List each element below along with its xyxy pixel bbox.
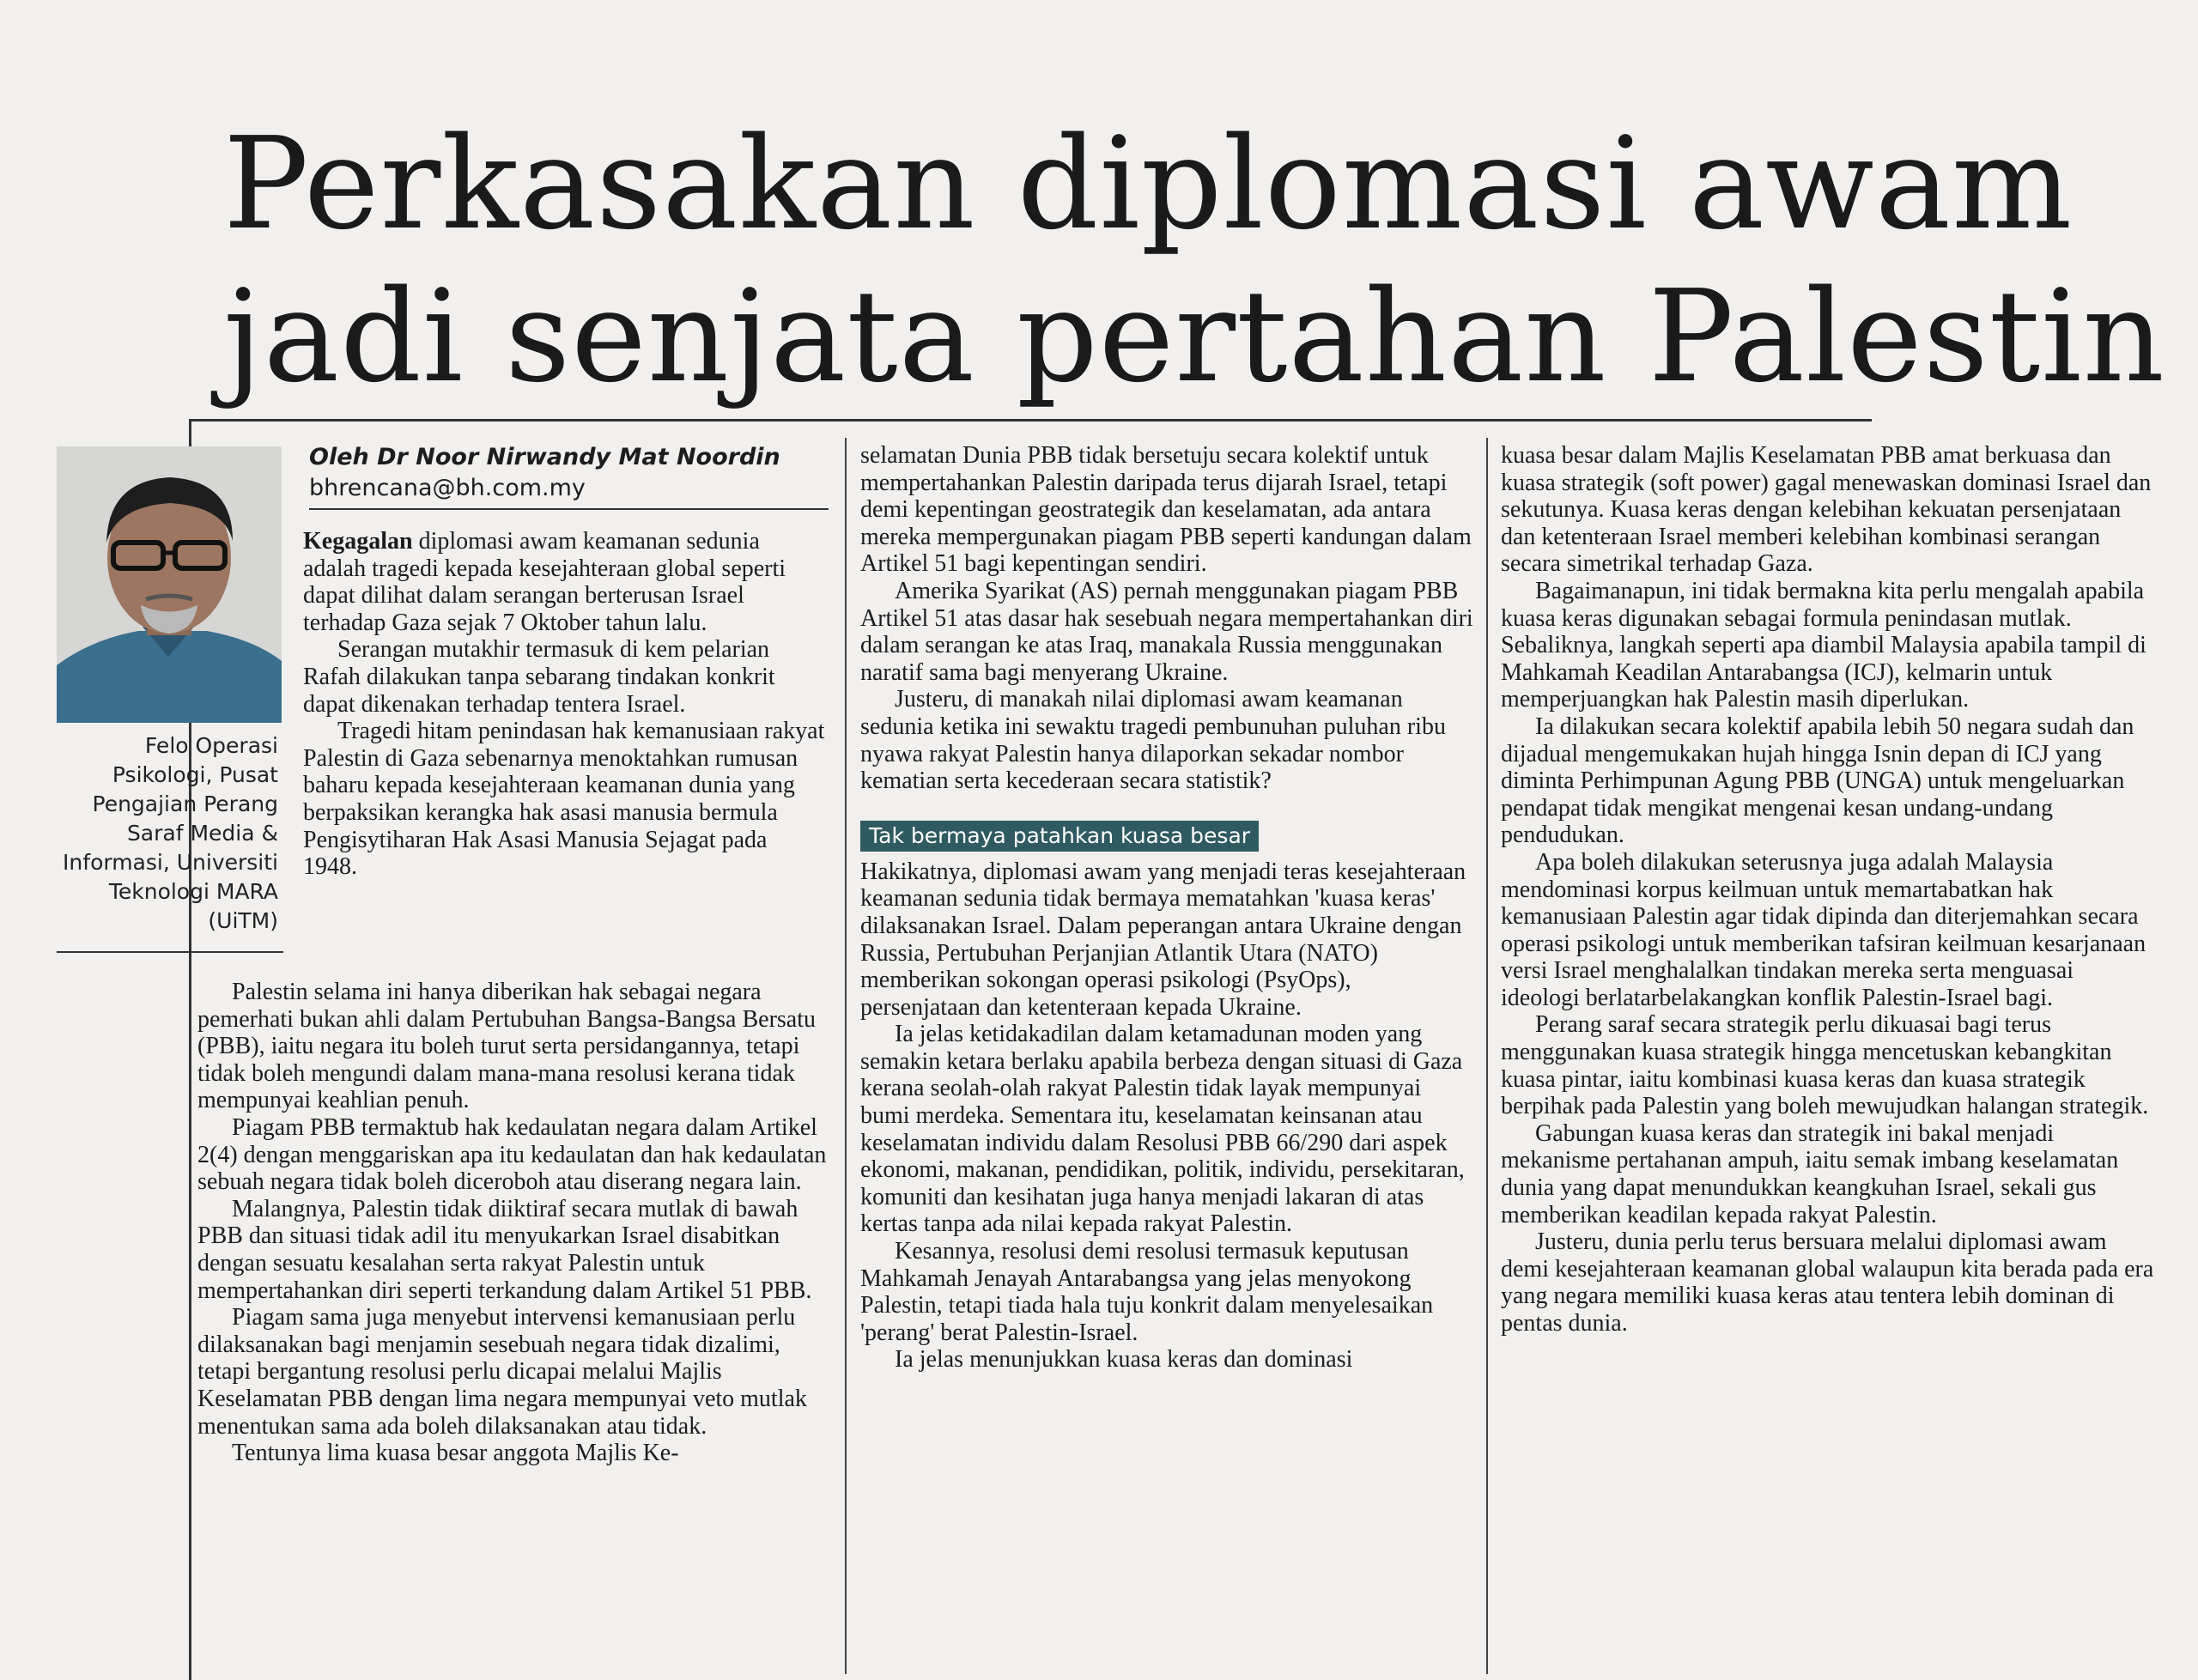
paragraph: Apa boleh dilakukan seterusnya juga adalah Malaysia mendominasi korpus keilmuan untuk memartabatkan hak kemanusiaan Palestin agar tidak dipinda dan diterjemahkan secara operasi psikologi untuk memberikan tafsiran keilmuan kesarjanaan versi Israel menghalalkan tindakan mereka serta menguasai ideologi berlatarbelakangkan konflik Palestin-Israel bagi.: [1501, 848, 2146, 1011]
paragraph: Piagam sama juga menyebut intervensi kemanusiaan perlu dilaksanakan bagi menjamin sesebuah negara tidak dizalimi, tetapi bergantung resolusi perlu dicapai melalui Majlis Keselamatan PBB dengan lima negara mempunyai veto mutlak menentukan sama ada boleh dilaksanakan atau tidak.: [197, 1304, 807, 1440]
paragraph: Ia dilakukan secara kolektif apabila lebih 50 negara sudah dan dijadual mengemukakan hujah hingga Isnin depan di ICJ yang diminta Perhimpunan Agung PBB (UNGA) untuk mengeluarkan pendapat tidak mengikat mengenai kesan undang-undang pendudukan.: [1501, 713, 2134, 849]
article-column-3: [1501, 442, 2155, 1678]
paragraph: Amerika Syarikat (AS) pernah menggunakan piagam PBB Artikel 51 atas dasar hak sesebuah negara mempertahankan diri dalam serangan ke atas Iraq, manakala Russia menggunakan naratif sama bagi menyerang Ukraine.: [860, 577, 1473, 686]
paragraph: selamatan Dunia PBB tidak bersetuju secara kolektif untuk mempertahankan Palestin daripada terus dijarah Israel, tetapi demi kepentingan geostrategik dan keselamatan, ada antara mereka mempergunakan piagam PBB seperti kandungan dalam Artikel 51 bagi kepentingan sendiri.: [860, 442, 1472, 578]
column-divider: [845, 438, 847, 1674]
headline-line-2: jadi senjata pertahan Palestin: [223, 263, 2165, 410]
author-portrait-photo: [57, 446, 282, 723]
paragraph: kuasa besar dalam Majlis Keselamatan PBB amat berkuasa dan kuasa strategik (soft power) gagal menewaskan dominasi Israel dan sekutunya. Kuasa keras dengan kelebihan kekuatan persenjataan dan ketenteraan Israel memberi kelebihan kombinasi serangan secara simetrikal terhadap Gaza.: [1501, 442, 2152, 578]
paragraph: Kesannya, resolusi demi resolusi termasuk keputusan Mahkamah Jenayah Antarabangsa yang jelas menyokong Palestin, tetapi tiada hala tuju konkrit dalam menyelesaikan 'perang' berat Palestin-Israel.: [860, 1238, 1434, 1346]
paragraph: Perang saraf secara strategik perlu dikuasai bagi terus menggunakan kuasa strategik hingga mencetuskan kebangkitan kuasa pintar, iaitu kombinasi kuasa keras dan kuasa strategik berpihak pada Palestin yang boleh mewujudkan halangan strategik.: [1501, 1011, 2149, 1120]
paragraph: Malangnya, Palestin tidak diiktiraf secara mutlak di bawah PBB dan situasi tidak adil itu menyukarkan Israel disabitkan dengan sesuatu kesalahan serta rakyat Palestin untuk mempertahankan diri seperti terkandung dalam Artikel 51 PBB.: [197, 1195, 812, 1304]
lead-word: Kegagalan: [303, 528, 413, 555]
paragraph: Serangan mutakhir termasuk di kem pelarian Rafah dilakukan tanpa sebarang tindakan konkrit dapat dikenakan terhadap tentera Israel.: [303, 636, 775, 718]
byline: [309, 442, 824, 504]
paragraph: Ia jelas ketidakadilan dalam ketamadunan moden yang semakin ketara berlaku apabila berbeza dengan situasi di Gaza kerana seolah-olah rakyat Palestin tidak layak mempunyai bumi merdeka. Sementara itu, keselamatan keinsanan atau keselamatan individu dalam Resolusi PBB 66/290 dari aspek ekonomi, makanan, pendidikan, politik, individu, persekitaran, komuniti dan kesihatan juga hanya menjadi lakaran di atas kertas tanpa ada nilai kepada rakyat Palestin.: [860, 1021, 1465, 1238]
paragraph-text: diplomasi awam keamanan sedunia adalah tragedi kepada kesejahteraan global seperti dapat dilihat dalam serangan berterusan Israel terhadap Gaza sejak 7 Oktober tahun lalu.: [303, 528, 786, 636]
headline: [223, 107, 2165, 413]
article-frame-top-rule: [189, 419, 1872, 422]
paragraph: Piagam PBB termaktub hak kedaulatan negara dalam Artikel 2(4) dengan menggariskan apa itu kedaulatan dan hak kedaulatan sebuah negara tidak boleh diceroboh atau diserang negara lain.: [197, 1113, 827, 1196]
headline-line-1: Perkasakan diplomasi awam: [223, 110, 2074, 258]
paragraph: Justeru, dunia perlu terus bersuara melalui diplomasi awam demi kesejahteraan keamanan global walaupun kita berada pada era yang negara memiliki kuasa keras atau tentera lebih dominan di pentas dunia.: [1501, 1228, 2154, 1337]
article-column-2: [860, 442, 1474, 1678]
paragraph: Palestin selama ini hanya diberikan hak sebagai negara pemerhati bukan ahli dalam Pertubuhan Bangsa-Bangsa Bersatu (PBB), iaitu negara itu boleh turut serta persidangannya, tetapi tidak boleh mengundi dalam mana-mana resolusi kerana tidak mempunyai keahlian penuh.: [197, 979, 817, 1114]
column-divider: [1486, 438, 1488, 1674]
paragraph: Tentunya lima kuasa besar anggota Majlis Ke-: [232, 1440, 679, 1467]
paragraph: Bagaimanapun, ini tidak bermakna kita perlu mengalah apabila kuasa keras digunakan sebagai formula penindasan mutlak. Sebaliknya, langkah seperti apa diambil Malaysia apabila tampil di Mahkamah Keadilan Antarabangsa (ICJ), kelmarin untuk memperjuangkan hak Palestin masih diperlukan.: [1501, 577, 2146, 713]
article-column-1-wide: [197, 979, 827, 1676]
portrait-illustration: [57, 446, 282, 723]
byline-rule: [309, 508, 829, 510]
byline-author: Oleh Dr Noor Nirwandy Mat Noordin: [309, 444, 780, 470]
caption-rule: [57, 951, 283, 953]
section-subhead: Tak bermaya patahkan kuasa besar: [860, 821, 1259, 852]
paragraph: Tragedi hitam penindasan hak kemanusiaan rakyat Palestin di Gaza sebenarnya menoktahkan rumusan baharu kepada kesejahteraan keamanan dunia yang berpaksikan kerangka hak asasi manusia bermula Pengisytiharan Hak Asasi Manusia Sejagat pada 1948.: [303, 718, 825, 881]
paragraph: Ia jelas menunjukkan kuasa keras dan dominasi: [895, 1346, 1353, 1374]
paragraph: Hakikatnya, diplomasi awam yang menjadi teras kesejahteraan keamanan sedunia tidak bermaya mematahkan 'kuasa keras' dilaksanakan Israel. Dalam peperangan antara Ukraine dengan Russia, Pertubuhan Perjanjian Atlantik Utara (NATO) memberikan sokongan operasi psikologi (PsyOps), persenjataan dan ketenteraan kepada Ukraine.: [860, 858, 1466, 1021]
paragraph: Justeru, di manakah nilai diplomasi awam keamanan sedunia ketika ini sewaktu tragedi pembunuhan puluhan ribu nyawa rakyat Palestin hanya dilaporkan sekadar nombor kematian serta kecederaan secara statistik?: [860, 686, 1446, 795]
paragraph: [303, 528, 827, 636]
author-caption: Felo Operasi Psikologi, Pusat Pengajian Perang Saraf Media & Informasi, Universiti Teknologi MARA (UiTM): [63, 733, 278, 933]
paragraph: Gabungan kuasa keras dan strategik ini bakal menjadi mekanisme pertahanan ampuh, iaitu semak imbang keselamatan dunia yang dapat menundukkan keangkuhan Israel, sekali gus memberikan keadilan kepada rakyat Palestin.: [1501, 1119, 2119, 1228]
byline-email[interactable]: bhrencana@bh.com.my: [309, 475, 586, 501]
